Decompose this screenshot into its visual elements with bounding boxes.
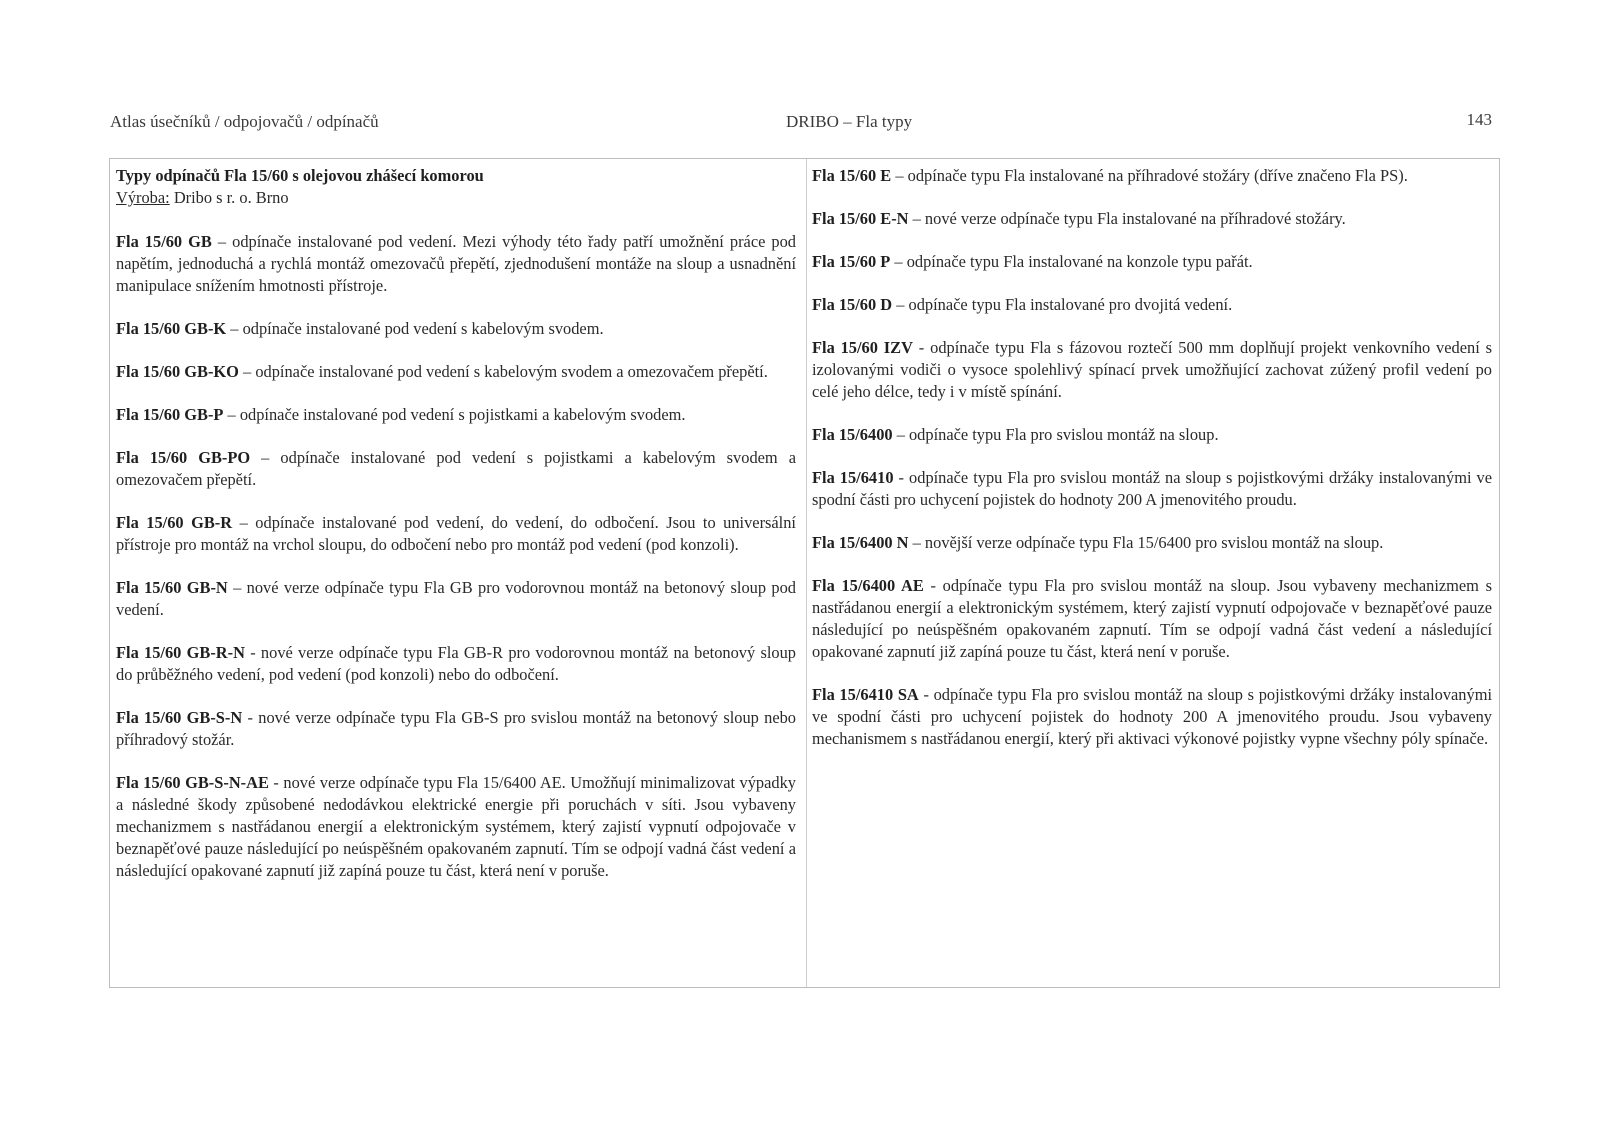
entry-gb-s-n-ae — [116, 772, 796, 882]
entry-name: Fla 15/60 GB-P — [116, 405, 224, 424]
right-column — [812, 165, 1492, 771]
entry-6400-ae — [812, 575, 1492, 663]
entry-name: Fla 15/60 GB-PO — [116, 448, 251, 467]
production-line — [116, 187, 796, 209]
entry-gb-n — [116, 577, 796, 621]
entry-text: – odpínače typu Fla instalované pro dvojitá vedení. — [892, 295, 1233, 314]
entry-name: Fla 15/60 GB — [116, 232, 212, 251]
entry-text: – odpínače typu Fla instalované na příhradové stožáry (dříve značeno Fla PS). — [891, 166, 1408, 185]
entry-text: – odpínače typu Fla pro svislou montáž na sloup. — [892, 425, 1219, 444]
page-header — [110, 110, 1492, 136]
entry-name: Fla 15/60 D — [812, 295, 893, 314]
entry-name: Fla 15/60 GB-N — [116, 578, 228, 597]
entry-text: – nové verze odpínače typu Fla GB pro vodorovnou montáž na betonový sloup pod vedení. — [116, 578, 796, 619]
entry-name: Fla 15/60 P — [812, 252, 891, 271]
entry-text: – novější verze odpínače typu Fla 15/6400 pro svislou montáž na sloup. — [908, 533, 1384, 552]
entry-text: - odpínače typu Fla pro svislou montáž na sloup. Jsou vybaveny mechanizmem s nastřádanou energií a elektronickým systémem, který zajistí vypnutí odpojovače v beznapěťové pauze následující po neúspěšném opakovaném zapnutí. Tím se odpojí vadná část vedení a následující opakované zapnutí již zapíná pouze tu část, která není v poruše. — [812, 576, 1493, 661]
entry-name: Fla 15/60 E — [812, 166, 892, 185]
entry-name: Fla 15/60 GB-S-N — [116, 708, 243, 727]
entry-name: Fla 15/60 GB-R — [116, 513, 233, 532]
entry-text: - odpínače typu Fla s fázovou roztečí 500 mm doplňují projekt venkovního vedení s izolovanými vodiči o vysoce spolehlivý spínací prvek umožňující zachovat zúžený profil vedení po celé jeho délce, tedy i v místě spínání. — [812, 338, 1492, 401]
entry-gb — [116, 231, 796, 297]
entry-e-n — [812, 208, 1492, 230]
entry-name: Fla 15/60 GB-K — [116, 319, 227, 338]
entry-name: Fla 15/60 GB-KO — [116, 362, 239, 381]
entry-6410-sa — [812, 684, 1492, 750]
entry-name: Fla 15/60 E-N — [812, 209, 909, 228]
entry-text: – odpínače instalované pod vedení s kabelovým svodem a omezovačem přepětí. — [238, 362, 768, 381]
entry-text: - odpínače typu Fla pro svislou montáž na sloup s pojistkovými držáky instalovanými ve spodní části pro uchycení pojistek do hodnoty 200 A jmenovitého proudu. Jsou vybaveny mechanismem s nastřádanou energií, který při aktivaci výkonové pojistky vypne všechny póly spínače. — [812, 685, 1492, 748]
page-number: 143 — [1466, 110, 1492, 129]
entry-gb-s-n — [116, 707, 796, 751]
column-divider — [806, 159, 807, 987]
entry-text: - odpínače typu Fla pro svislou montáž na sloup s pojistkovými držáky instalovanými ve spodní části pro uchycení pojistek do hodnoty 200 A jmenovitého proudu. — [812, 468, 1492, 509]
entry-text: - nové verze odpínače typu Fla GB-S pro svislou montáž na betonový sloup nebo příhradový stožár. — [116, 708, 796, 749]
entry-text: – odpínače instalované pod vedení. Mezi výhody této řady patří umožnění práce pod napětím, jednoduchá a rychlá montáž omezovačů přepětí, zjednodušení montáže na sloup a usnadnění manipulace snížením hmotnosti přístroje. — [116, 232, 796, 295]
content-table — [109, 158, 1500, 988]
entry-p — [812, 251, 1492, 273]
entry-name: Fla 15/6400 N — [812, 533, 909, 552]
production-value: Dribo s r. o. Brno — [169, 188, 289, 207]
entry-name: Fla 15/60 GB-R-N — [116, 643, 245, 662]
entry-e — [812, 165, 1492, 187]
entry-text: – odpínače instalované pod vedení s kabelovým svodem. — [226, 319, 604, 338]
entry-6410 — [812, 467, 1492, 511]
entry-6400-n — [812, 532, 1492, 554]
entry-d — [812, 294, 1492, 316]
entry-6400 — [812, 424, 1492, 446]
entry-gb-ko — [116, 361, 796, 383]
entry-gb-r-n — [116, 642, 796, 686]
left-column — [116, 165, 796, 903]
entry-text: – odpínače instalované pod vedení, do vedení, do odbočení. Jsou to universální přístroje pro montáž na vrchol sloupu, do odbočení nebo pro montáž pod vedení (pod konzoli). — [116, 513, 796, 554]
entry-name: Fla 15/6400 AE — [812, 576, 924, 595]
entry-gb-r — [116, 512, 796, 556]
entry-name: Fla 15/60 IZV — [812, 338, 913, 357]
entry-izv — [812, 337, 1492, 403]
entry-text: – odpínače instalované pod vedení s pojistkami a kabelovým svodem a omezovačem přepětí. — [116, 448, 796, 489]
entry-gb-po — [116, 447, 796, 491]
entry-text: - nové verze odpínače typu Fla 15/6400 AE. Umožňují minimalizovat výpadky a následné škody způsobené nedodávkou elektrické energie při poruchách v síti. Jsou vybaveny mechanizmem s nastřádanou energií a elektronickým systémem, který zajistí vypnutí odpojovače v beznapěťové pauze následující po neúspěšném opakovaném zapnutí. Tím se odpojí vadná část vedení a následující opakované zapnutí již zapíná pouze tu část, která není v poruše. — [116, 773, 796, 880]
entry-gb-p — [116, 404, 796, 426]
section-title: Typy odpínačů Fla 15/60 s olejovou zhášecí komorou — [116, 166, 484, 185]
production-label: Výroba: — [116, 188, 170, 207]
entry-name: Fla 15/60 GB-S-N-AE — [116, 773, 269, 792]
entry-name: Fla 15/6400 — [812, 425, 893, 444]
header-section-title: DRIBO – Fla typy — [786, 112, 913, 131]
entry-text: - nové verze odpínače typu Fla GB-R pro vodorovnou montáž na betonový sloup do průběžného vedení, pod vedení (pod konzoli) nebo do odbočení. — [116, 643, 796, 684]
entry-text: – odpínače typu Fla instalované na konzole typu pařát. — [890, 252, 1253, 271]
entry-name: Fla 15/6410 SA — [812, 685, 919, 704]
section-intro — [116, 165, 796, 209]
entry-name: Fla 15/6410 — [812, 468, 894, 487]
entry-gb-k — [116, 318, 796, 340]
entry-text: – nové verze odpínače typu Fla instalované na příhradové stožáry. — [908, 209, 1346, 228]
entry-text: – odpínače instalované pod vedení s pojistkami a kabelovým svodem. — [223, 405, 686, 424]
header-book-title: Atlas úsečníků / odpojovačů / odpínačů — [110, 112, 379, 131]
